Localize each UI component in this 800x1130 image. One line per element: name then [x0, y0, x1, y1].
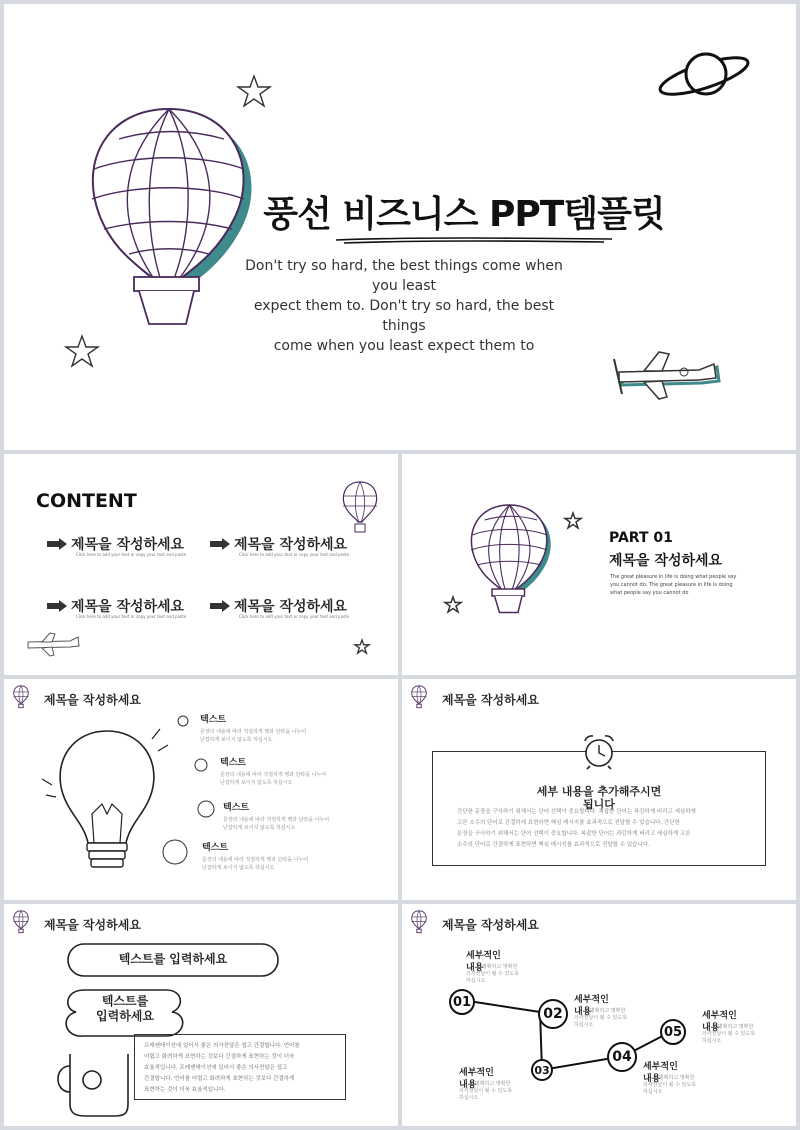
part-body-line: what people say you cannot do	[610, 590, 689, 596]
lightbulb-icon	[42, 719, 172, 884]
box-body-line: 간단한 문장을 구사하기 위해서는 단어 선택이 중요합니다. 복잡한 단어는 과감하게 버리고 세심하게	[457, 809, 696, 815]
bullet-item	[223, 800, 329, 832]
content-item-title: 제목을 작성하세요	[71, 599, 185, 615]
arrow-icon	[209, 600, 231, 612]
step-title: 내용	[466, 963, 484, 973]
part-slide[interactable]	[402, 454, 796, 675]
step-title: 내용	[459, 1080, 477, 1090]
content-slide[interactable]	[4, 454, 398, 675]
step-text: 명확하고 명확한	[482, 964, 518, 970]
text-box-line: 표현하는 것이 더욱 효율적입니다.	[144, 1087, 226, 1093]
balloon-logo-icon	[12, 685, 30, 709]
bullet-text: 난잡하게 보이지 않도록 하십시오	[223, 825, 296, 831]
step-text: 의사전달이 될 수 있도록	[643, 1082, 697, 1088]
content-item-title: 제목을 작성하세요	[234, 537, 348, 553]
text-box-line: 효율적입니다. 프레젠테이션에 있어서 좋은 의사전달은 쉽고	[144, 1065, 288, 1071]
bullet-circle-icon	[162, 839, 188, 865]
cup-slide[interactable]	[4, 904, 398, 1126]
cup-icon	[52, 1044, 142, 1119]
step-text: 하십시오	[459, 1095, 479, 1101]
step-text: 하십시오	[643, 1089, 663, 1095]
step-label	[574, 994, 627, 1029]
part-body-line: you cannot do. The great pleasure in life is doing	[610, 582, 733, 588]
step-text: 의사전달이 될 수 있도록	[702, 1031, 756, 1037]
subtitle-line: Don't try so hard, the best things come when you least	[245, 258, 563, 294]
hot-air-balloon-icon	[462, 500, 552, 620]
bullet-title: 텍스트	[200, 715, 227, 725]
bullet-text: 난잡하게 보이지 않도록 하십시오	[220, 780, 293, 786]
clock-slide[interactable]	[402, 679, 796, 900]
slide-header: 제목을 작성하세요	[44, 693, 141, 707]
cloud-text-2	[70, 994, 180, 1024]
bullet-title: 텍스트	[220, 758, 247, 768]
bullet-text: 난잡하게 보이지 않도록 하십시오	[200, 737, 273, 743]
content-item-title: 제목을 작성하세요	[234, 599, 348, 615]
step-number: 05	[660, 1019, 686, 1045]
step-number: 01	[449, 989, 475, 1015]
cover-slide[interactable]	[4, 4, 796, 450]
bullet-text: 문장의 내용에 따라 적절하게 행과 단락을 나누어	[202, 857, 309, 863]
slide-header: 제목을 작성하세요	[442, 693, 539, 707]
text-box-line: 프레젠테이션에 있어서 좋은 의사전달은 쉽고 간결합니다. 언어를	[144, 1043, 300, 1049]
step-title: 내용	[702, 1023, 720, 1033]
bullet-text: 문장의 내용에 따라 적절하게 행과 단락을 나누어	[223, 817, 330, 823]
step-label	[459, 1067, 512, 1102]
bullet-item	[200, 712, 306, 744]
star-icon	[444, 596, 462, 614]
step-title: 내용	[574, 1007, 592, 1017]
step-text: 하십시오	[466, 978, 486, 984]
part-number: PART 01	[609, 530, 673, 546]
box-title-line: 세부 내용을 추가해주시면	[536, 785, 662, 798]
content-item-note: Click here to add your text or copy your text and paste	[239, 552, 350, 557]
part-body-line: The great pleasure in life is doing what people say	[610, 574, 737, 580]
star-icon	[354, 639, 370, 655]
step-text: 의사전달이 될 수 있도록	[574, 1015, 628, 1021]
content-heading: CONTENT	[36, 490, 137, 512]
content-item-note: Click here to add your text or copy your text and paste	[239, 614, 350, 619]
subtitle-line: expect them to. Don't try so hard, the best things	[253, 298, 555, 334]
bullet-circle-icon	[194, 758, 208, 772]
bullet-title: 텍스트	[223, 803, 250, 813]
balloon-logo-icon	[410, 685, 428, 709]
bullet-text: 문장의 내용에 따라 적절하게 행과 단락을 나누어	[200, 729, 307, 735]
content-item-note: Click here to add your text or copy your text and paste	[76, 614, 187, 619]
cloud-text-1: 텍스트를 입력하세요	[118, 952, 228, 966]
step-text: 의사전달이 될 수 있도록	[466, 971, 520, 977]
step-text: 하십시오	[574, 1022, 594, 1028]
cover-subtitle	[244, 256, 564, 356]
step-number: 03	[531, 1059, 553, 1081]
bullet-title: 텍스트	[202, 843, 229, 853]
step-text: 명확하고 명확한	[718, 1024, 754, 1030]
alarm-clock-icon	[580, 733, 618, 769]
step-title: 세부적인	[643, 1062, 678, 1072]
bullet-item	[202, 840, 308, 872]
bullet-text: 난잡하게 보이지 않도록 하십시오	[202, 865, 275, 871]
content-item-note: Click here to add your text or copy your text and paste	[76, 552, 187, 557]
part-body	[610, 573, 736, 597]
text-box-line: 어렵고 화려하게 표현하는 것보다 간결하게 표현하는 것이 더욱	[144, 1054, 295, 1060]
text-box-line: 간결합니다. 언어를 어렵고 화려하게 표현하는 것보다 간결하게	[144, 1076, 295, 1082]
airplane-icon	[22, 630, 82, 658]
box-body-line: 고른 소수의 단어로 간결하게 표현하면 핵심 메시지를 효과적으로 전달할 수 있습니다. 간단한	[457, 820, 680, 826]
bullet-circle-icon	[197, 800, 215, 818]
content-item-title: 제목을 작성하세요	[71, 537, 185, 553]
star-icon	[564, 512, 582, 530]
step-text: 의사전달이 될 수 있도록	[459, 1088, 513, 1094]
step-text: 하십시오	[702, 1038, 722, 1044]
step-title: 내용	[643, 1074, 661, 1084]
arrow-icon	[209, 538, 231, 550]
slide-header: 제목을 작성하세요	[442, 918, 539, 932]
airplane-icon	[604, 344, 724, 404]
box-body-line: 소수의 단어로 간결하게 표현하면 핵심 메시지를 효과적으로 전달할 수 있습니다.	[457, 842, 650, 848]
bullet-text: 문장의 내용에 따라 적절하게 행과 단락을 나누어	[220, 772, 327, 778]
step-text: 명확하고 명확한	[475, 1081, 511, 1087]
step-text: 명확하고 명확한	[590, 1008, 626, 1014]
subtitle-line: come when you least expect them to	[273, 338, 535, 354]
part-title: 제목을 작성하세요	[609, 553, 723, 569]
bullet-circle-icon	[177, 715, 189, 727]
step-number: 02	[538, 999, 568, 1029]
star-icon	[236, 74, 272, 110]
step-title: 세부적인	[574, 995, 609, 1005]
bulb-slide[interactable]	[4, 679, 398, 900]
box-title-line: 됩니다	[583, 798, 615, 811]
step-text: 명확하고 명확한	[659, 1075, 695, 1081]
cloud-text-line: 입력하세요	[96, 1009, 154, 1023]
cover-title: 풍선 비즈니스 PPT템플릿	[263, 194, 665, 235]
balloon-logo-icon	[12, 910, 30, 934]
hot-air-balloon-icon	[340, 480, 380, 535]
step-title: 세부적인	[702, 1011, 737, 1021]
step-label	[466, 950, 519, 985]
bullet-item	[220, 755, 326, 787]
title-underline-icon	[334, 234, 614, 246]
star-icon	[64, 334, 100, 370]
step-number: 04	[607, 1042, 637, 1072]
step-title: 세부적인	[459, 1068, 494, 1078]
step-title: 세부적인	[466, 951, 501, 961]
arrow-icon	[46, 538, 68, 550]
cloud-text-line: 텍스트를	[101, 994, 149, 1008]
arrow-icon	[46, 600, 68, 612]
steps-slide[interactable]	[402, 904, 796, 1126]
box-body	[457, 807, 757, 851]
box-body-line: 문장을 구사하기 위해서는 단어 선택이 중요합니다. 복잡한 단어는 과감하게 버리고 세심하게 고른	[457, 831, 691, 837]
text-box-body	[144, 1041, 300, 1096]
hot-air-balloon-icon	[74, 99, 254, 339]
slide-header: 제목을 작성하세요	[44, 918, 141, 932]
step-label	[643, 1061, 696, 1096]
planet-icon	[654, 44, 754, 104]
step-label	[702, 1010, 755, 1045]
